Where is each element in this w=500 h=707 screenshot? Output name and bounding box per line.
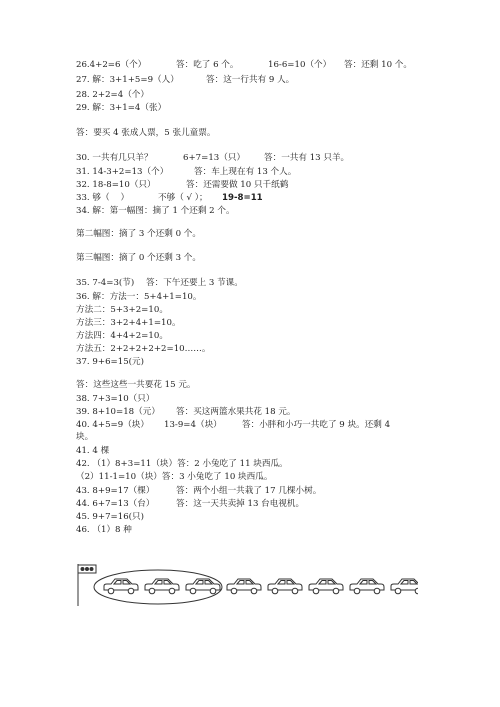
answer-text-l26-0: 26.4+2=6（个） bbox=[76, 60, 147, 70]
answer-text-l33-1: 不够（ √ ）； bbox=[158, 193, 208, 203]
answer-text-l37-0: 37. 9+6=15(元) bbox=[76, 357, 144, 367]
answer-text-l29a-0: 答：要买 4 张成人票，5 张儿童票。 bbox=[76, 128, 216, 138]
answer-text-l40-2: 答：小胖和小巧一共吃了 9 块。还剩 4 bbox=[242, 420, 391, 430]
answer-text-l36-0: 36. 解：方法一：5+4+1=10。 bbox=[76, 292, 202, 302]
answer-text-l40b-0: 块。 bbox=[76, 432, 94, 442]
answer-text-l44-1: 答：这一天共卖掉 13 台电视机。 bbox=[176, 499, 305, 509]
answer-text-l45-0: 45. 9+7=16(只) bbox=[76, 512, 144, 522]
answer-text-l26-2: 16-6=10（个） bbox=[268, 60, 332, 70]
answer-text-l44-0: 44. 6+7=13（台） bbox=[76, 499, 155, 509]
answer-text-l31-0: 31. 14-3+2=13（个） bbox=[76, 167, 169, 177]
answer-text-l29-0: 29. 解：3+1=4（张） bbox=[76, 103, 167, 113]
car-icon bbox=[309, 579, 343, 594]
answer-text-l26-1: 答：吃了 6 个。 bbox=[176, 60, 239, 70]
answer-text-l37a-0: 答：这些这些一共要花 15 元。 bbox=[76, 380, 196, 390]
answer-text-l36c-0: 方法三：3+2+4+1=10。 bbox=[76, 318, 181, 328]
answer-text-l32-1: 答：还需要做 10 只千纸鹤 bbox=[186, 180, 289, 190]
car-icon bbox=[227, 579, 261, 594]
answer-text-l30-1: 6+7=13（只） bbox=[183, 153, 246, 163]
answer-text-l43-0: 43. 8+9=17（棵） bbox=[76, 486, 155, 496]
answer-text-l33-2: 19-8=11 bbox=[222, 193, 263, 203]
answer-text-l40-1: 13-9=4（块） bbox=[164, 420, 222, 430]
answer-text-l30-2: 答：一共有 13 只羊。 bbox=[264, 153, 350, 163]
car-icon bbox=[145, 579, 179, 594]
answer-text-l27-1: 答：这一行共有 9 人。 bbox=[206, 75, 295, 85]
car-icon bbox=[350, 579, 384, 594]
car-icon bbox=[268, 579, 302, 594]
answer-text-l42-0: 42. （1）8+3=11（块）答：2 小兔吃了 11 块西瓜。 bbox=[76, 459, 288, 469]
answer-text-l34c-0: 第三幅图：摘了 0 个还剩 3 个。 bbox=[76, 253, 201, 263]
answer-text-l32-0: 32. 18-8=10（只） bbox=[76, 180, 156, 190]
answer-text-l43-1: 答：两个小组一共栽了 17 几棵小树。 bbox=[176, 486, 322, 496]
answer-text-l35-0: 35. 7-4=3(节) bbox=[76, 278, 135, 288]
traffic-light-flag-icon bbox=[78, 564, 96, 606]
answer-text-l35-1: 答：下午还要上 3 节课。 bbox=[146, 278, 243, 288]
answer-text-l38-0: 38. 7+3=10（只） bbox=[76, 394, 155, 404]
answer-text-l36d-0: 方法四：4+4+2=10。 bbox=[76, 331, 168, 341]
answer-text-l46-0: 46. （1）8 种 bbox=[76, 525, 132, 535]
circled-group-outline bbox=[94, 570, 222, 604]
answer-text-l39-0: 39. 8+10=18（元） bbox=[76, 407, 160, 417]
answer-text-l39-1: 答：买这两篮水果共花 18 元。 bbox=[176, 407, 296, 417]
answer-text-l34-0: 34. 解：第一幅图：摘了 1 个还剩 2 个。 bbox=[76, 206, 235, 216]
answer-text-l31-1: 答：车上现在有 13 个人。 bbox=[194, 167, 297, 177]
car-icon bbox=[391, 579, 418, 594]
car-strip-figure bbox=[72, 562, 418, 608]
answer-text-l42b-0: （2）11-1=10（块）答：3 小兔吃了 10 块西瓜。 bbox=[76, 472, 273, 482]
answer-text-l36e-0: 方法五：2+2+2+2+2=10……。 bbox=[76, 344, 211, 354]
answer-text-l27-0: 27. 解：3+1+5=9（人） bbox=[76, 75, 179, 85]
answer-text-l28-0: 28. 2+2=4（个） bbox=[76, 90, 149, 100]
car-icon bbox=[104, 579, 138, 594]
answer-text-l36b-0: 方法二：5+3+2=10。 bbox=[76, 305, 168, 315]
answer-text-l40-0: 40. 4+5=9（块） bbox=[76, 420, 149, 430]
car-icon bbox=[186, 579, 220, 594]
answer-text-l34b-0: 第二幅图：摘了 3 个还剩 0 个。 bbox=[76, 229, 201, 239]
answer-text-l26-3: 答：还剩 10 个。 bbox=[344, 60, 412, 70]
answer-text-l41-0: 41. 4 棵 bbox=[76, 446, 110, 456]
answer-text-l30-0: 30. 一共有几只羊？ bbox=[76, 153, 153, 163]
answer-text-l33-0: 33. 够（ ） bbox=[76, 193, 130, 203]
